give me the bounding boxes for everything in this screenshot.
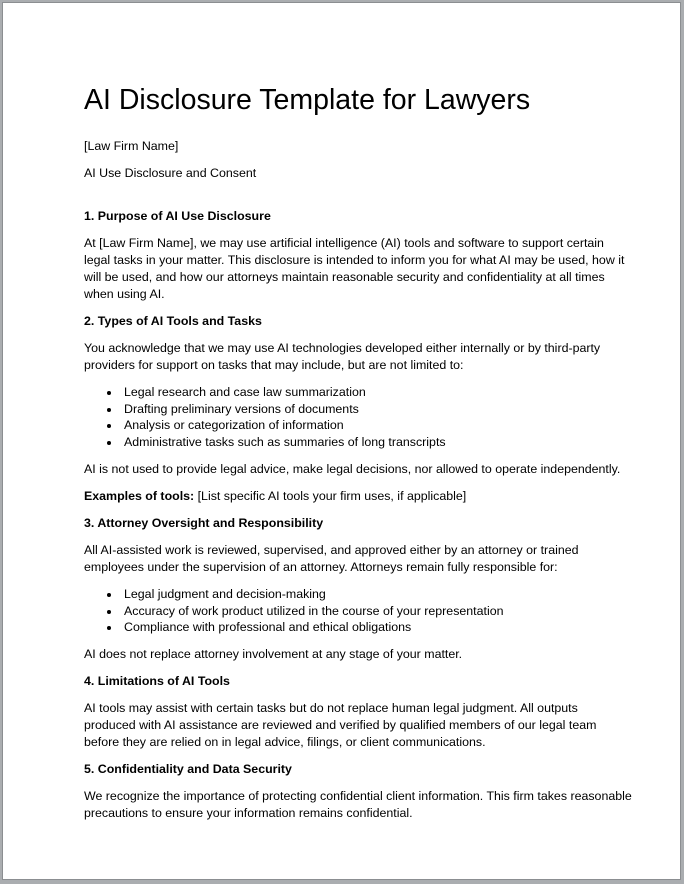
types-bullet-list xyxy=(84,384,632,451)
section-types-note: AI is not used to provide legal advice, make legal decisions, nor allowed to operate independently. xyxy=(84,461,621,476)
document-page xyxy=(2,2,681,880)
examples-label: Examples of tools: xyxy=(84,488,195,503)
document-meta xyxy=(84,138,632,182)
bullet-item: • Accuracy of work product utilized in the course of your representation xyxy=(121,603,632,620)
section-oversight-note: AI does not replace attorney involvement at any stage of your matter. xyxy=(84,646,463,661)
section-purpose xyxy=(84,208,632,303)
meta-law-firm-name: [Law Firm Name] xyxy=(84,139,179,153)
bullet-item: • Drafting preliminary versions of documents xyxy=(121,401,632,418)
document-content xyxy=(84,3,632,822)
section-limitations-heading: 4. Limitations of AI Tools xyxy=(84,673,230,688)
section-confidentiality-heading: 5. Confidentiality and Data Security xyxy=(84,761,292,776)
section-types-of-tools xyxy=(84,313,632,505)
bullet-item: • Compliance with professional and ethical obligations xyxy=(121,619,632,636)
section-types-heading: 2. Types of AI Tools and Tasks xyxy=(84,314,262,328)
section-purpose-paragraph: At [Law Firm Name], we may use artificial intelligence (AI) tools and software to support certain legal tasks in your matter. This disclosure is intended to inform you for what AI may be used, how it will be used, and how our attorneys maintain reasonable security and confidentiality at all times when using AI. xyxy=(84,236,625,301)
examples-line xyxy=(84,488,632,505)
section-purpose-heading: 1. Purpose of AI Use Disclosure xyxy=(84,209,271,223)
bullet-item: • Administrative tasks such as summaries of long transcripts xyxy=(121,434,632,451)
bullet-item: • Legal judgment and decision-making xyxy=(121,586,632,603)
bullet-item: • Legal research and case law summarization xyxy=(121,384,632,401)
section-confidentiality xyxy=(84,761,632,822)
section-limitations-paragraph: AI tools may assist with certain tasks but do not replace human legal judgment. All outputs produced with AI assistance are reviewed and verified by qualified members of our legal team before they are relied on in legal advice, filings, or client communications. xyxy=(84,700,597,749)
section-confidentiality-paragraph: We recognize the importance of protecting confidential client information. This firm takes reasonable precautions to ensure your information remains confidential. xyxy=(84,788,632,820)
meta-doc-subtitle: AI Use Disclosure and Consent xyxy=(84,166,257,180)
section-oversight-intro: All AI-assisted work is reviewed, supervised, and approved either by an attorney or trained employees under the supervision of an attorney. Attorneys remain fully responsible for: xyxy=(84,542,579,574)
examples-text: [List specific AI tools your firm uses, if applicable] xyxy=(194,488,467,503)
oversight-bullet-list xyxy=(84,586,632,636)
document-title: AI Disclosure Template for Lawyers xyxy=(84,84,531,116)
bullet-item: • Analysis or categorization of information xyxy=(121,417,632,434)
section-oversight-heading: 3. Attorney Oversight and Responsibility xyxy=(84,515,324,530)
section-types-intro: You acknowledge that we may use AI technologies developed either internally or by third-party providers for support on tasks that may include, but are not limited to: xyxy=(84,341,601,372)
section-oversight xyxy=(84,515,632,663)
section-limitations xyxy=(84,673,632,751)
